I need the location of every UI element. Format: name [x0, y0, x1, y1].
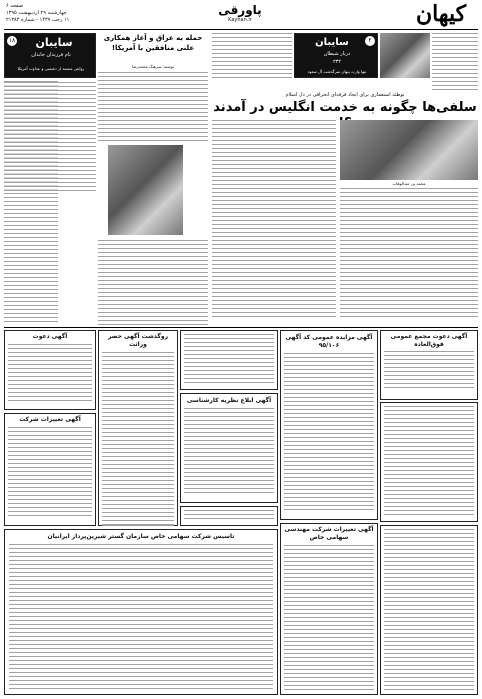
site-url[interactable]: Kayhan.ir — [228, 17, 252, 23]
date-line-2: ۱۱ رجب ۱۴۳۷ - شماره ۲۱۳۸۴ — [6, 17, 70, 23]
ad-inheritance[interactable] — [98, 330, 178, 526]
teaser-logo: سایبان — [35, 36, 73, 49]
ad-body — [8, 427, 92, 519]
ad-middle-bottom — [180, 506, 278, 526]
ad-lines-right — [380, 402, 478, 522]
ad-body — [184, 510, 274, 522]
ad-body — [8, 344, 92, 404]
teaser-badge: ۱۸ — [8, 37, 16, 44]
second-article-photo — [108, 145, 183, 235]
ad-body — [284, 353, 374, 513]
ad-notice-small — [180, 330, 278, 390]
masthead — [0, 0, 482, 32]
article-top-text — [212, 33, 292, 78]
main-photo-caption: محمد بن عبدالوهاب — [392, 181, 426, 186]
upper-rule — [4, 327, 478, 328]
ad-title: آگهی تغییرات شرکت — [19, 416, 81, 423]
ad-change-company[interactable] — [280, 523, 378, 695]
ad-body — [384, 529, 474, 691]
ad-title: روگذشت آگهی حصر وراثت — [107, 333, 169, 348]
ad-body — [184, 408, 274, 493]
ad-right-bottom — [380, 525, 478, 695]
second-article-title[interactable]: حمله به عراق و آغاز همکاری علنی منافقین با آمریکا! — [103, 34, 203, 52]
teaser-box-right[interactable] — [4, 33, 96, 78]
masthead-rule — [4, 29, 478, 30]
ad-body — [284, 545, 374, 690]
ad-company-changes[interactable] — [4, 413, 96, 526]
ad-title: آگهی تغییرات شرکت مهندسی سهامی خاص — [284, 526, 374, 541]
second-article-title-box — [98, 33, 208, 63]
main-article-col-2 — [340, 188, 478, 320]
teaser-left-footer: تنها وارث پنهان سرگذشت آل سعود — [307, 69, 367, 74]
teaser-left-badge: ۲ — [365, 36, 375, 46]
second-article-byline: نوشته: سرهنگ محمدرضا — [132, 64, 174, 69]
ad-company-founding[interactable] — [4, 529, 278, 695]
main-kicker: توطئه استعماری برای ایجاد فرقه‌ای انحرافی در دل اسلام — [285, 92, 405, 98]
ad-general-assembly[interactable] — [380, 330, 478, 400]
teaser-left-logo: سایبان — [315, 37, 349, 48]
page-label: صفحه ۶ — [6, 3, 23, 9]
right-column-text — [432, 33, 478, 91]
teaser-footer: روایتی مستند از دشمنی و عداوت آمریکا — [17, 66, 85, 71]
main-title[interactable]: سلفی‌ها چگونه به خدمت انگلیس در آمدند — [213, 100, 477, 115]
ad-title: آگهی دعوت — [32, 333, 68, 340]
section-title: پاورقی — [218, 3, 262, 17]
teaser-photo — [380, 33, 430, 78]
ad-title: آگهی مزایده عمومی کد آگهی ۹۵/۱۰۶ — [285, 334, 373, 349]
date-line-1: چهارشنبه ۲۹ اردیبهشت ۱۳۹۵ — [6, 10, 67, 16]
teaser-box-left[interactable] — [294, 33, 378, 78]
ad-invite[interactable] — [4, 330, 96, 410]
teaser-left-number: ۲۳۲ — [332, 59, 342, 65]
ad-auction[interactable] — [280, 330, 378, 520]
main-article-col-1 — [212, 120, 336, 320]
teaser-left-subtitle: دربار شیطان — [323, 51, 351, 57]
ad-body — [184, 334, 274, 386]
ad-body — [384, 351, 474, 391]
ad-body — [384, 406, 474, 518]
ad-title: آگهی ابلاغ نظریه کارشناسی — [186, 397, 272, 404]
newspaper-logo: کیهان — [415, 1, 467, 27]
second-article-body-2 — [98, 240, 208, 325]
ad-title: آگهی دعوت مجمع عمومی فوق‌العاده — [390, 333, 468, 348]
main-article-photo — [340, 120, 478, 180]
teaser-right-body — [4, 82, 96, 192]
ad-body — [9, 544, 273, 692]
teaser-subtitle: نام فرزندان خاندان — [31, 52, 71, 58]
ad-title: تاسیس شرکت سهامی خاص سازمان گستر شیرین‌پرداز ایرانیان — [47, 533, 235, 540]
ad-body — [102, 352, 174, 527]
second-article-body — [98, 72, 208, 142]
ad-expert-opinion[interactable] — [180, 393, 278, 503]
